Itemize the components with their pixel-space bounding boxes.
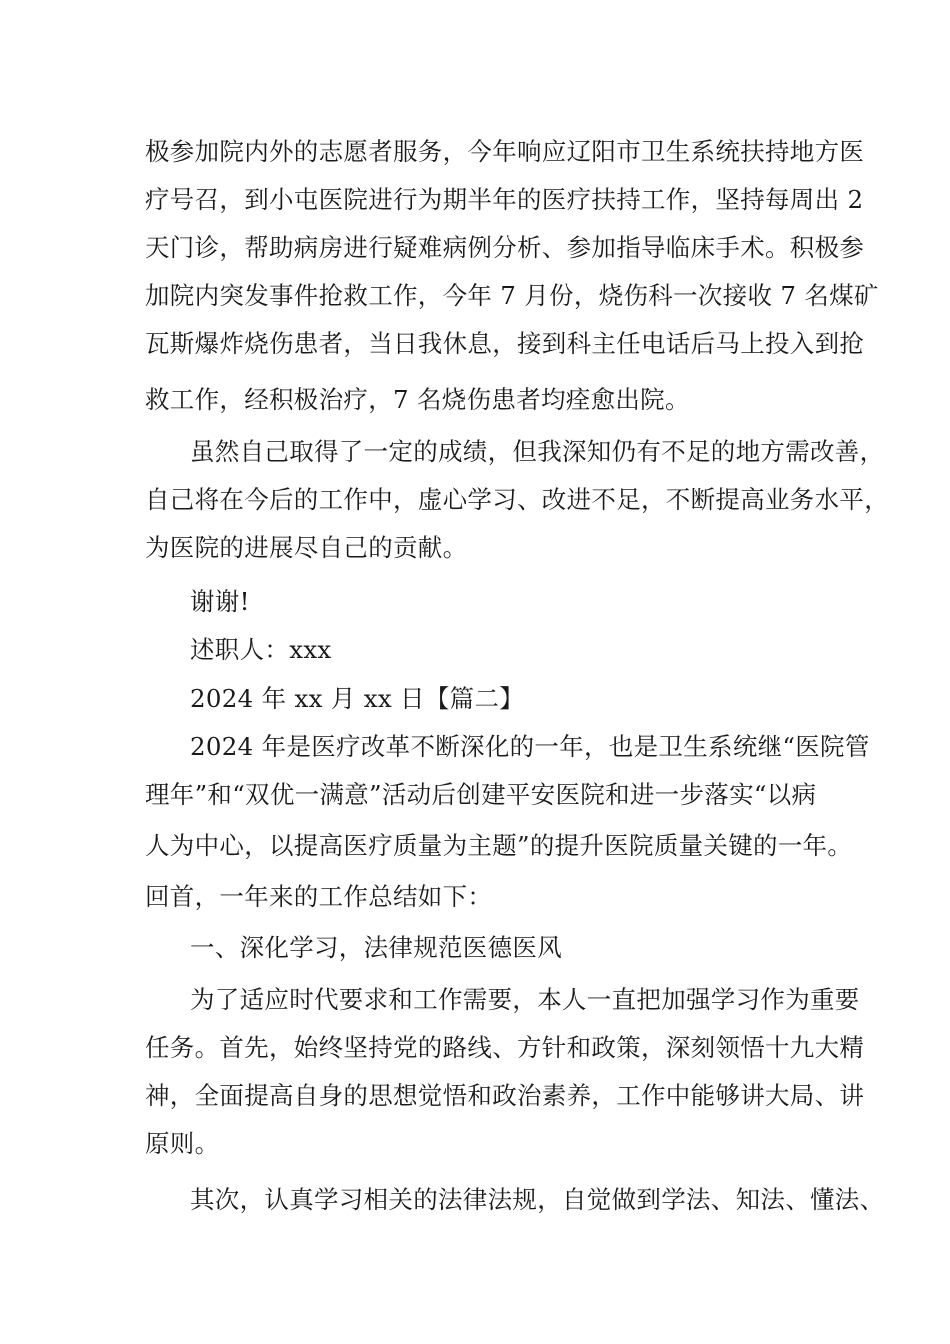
text-line: 极参加院内外的志愿者服务，今年响应辽阳市卫生系统扶持地方医 xyxy=(145,137,865,166)
text-line: 原则。 xyxy=(145,1129,220,1158)
paragraph-start-line: 虽然自己取得了一定的成绩，但我深知仍有不足的地方需改善， xyxy=(190,437,885,466)
text-line: 加院内突发事件抢救工作，今年 7 月份，烧伤科一次接收 7 名煤矿 xyxy=(145,281,879,310)
text-line: 自己将在今后的工作中，虚心学习、改进不足，不断提高业务水平， xyxy=(145,485,889,514)
text-line: 为医院的进展尽自己的贡献。 xyxy=(145,533,468,562)
paragraph-start-line: 2024 年是医疗改革不断深化的一年，也是卫生系统继“医院管 xyxy=(190,732,870,761)
text-line: 神，全面提高自身的思想觉悟和政治素养，工作中能够讲大局、讲 xyxy=(145,1081,865,1110)
paragraph-start-line: 为了适应时代要求和工作需要，本人一直把加强学习作为重要 xyxy=(190,985,860,1014)
closing-thanks: 谢谢! xyxy=(190,587,250,616)
paragraph-start-line: 其次，认真学习相关的法律法规，自觉做到学法、知法、懂法、 xyxy=(190,1185,885,1214)
text-line: 理年”和“双优一满意”活动后创建平安医院和进一步落实“以病 xyxy=(145,780,817,809)
text-line: 天门诊，帮助病房进行疑难病例分析、参加指导临床手术。积极参 xyxy=(145,233,865,262)
text-line: 瓦斯爆炸烧伤患者，当日我休息，接到科主任电话后马上投入到抢 xyxy=(145,329,865,358)
text-line: 人为中心，以提高医疗质量为主题”的提升医院质量关键的一年。 xyxy=(145,831,853,860)
section-heading: 一、深化学习，法律规范医德医风 xyxy=(190,933,562,962)
text-line: 任务。首先，始终坚持党的路线、方针和政策，深刻领悟十九大精 xyxy=(145,1033,865,1062)
date-section-heading: 2024 年 xx 月 xx 日【篇二】 xyxy=(190,684,525,713)
text-line: 救工作，经积极治疗，7 名烧伤患者均痊愈出院。 xyxy=(145,385,690,414)
reporter-signature: 述职人：xxx xyxy=(190,635,332,664)
text-line: 回首，一年来的工作总结如下： xyxy=(145,882,493,911)
text-line: 疗号召，到小屯医院进行为期半年的医疗扶持工作，坚持每周出 2 xyxy=(145,185,864,214)
